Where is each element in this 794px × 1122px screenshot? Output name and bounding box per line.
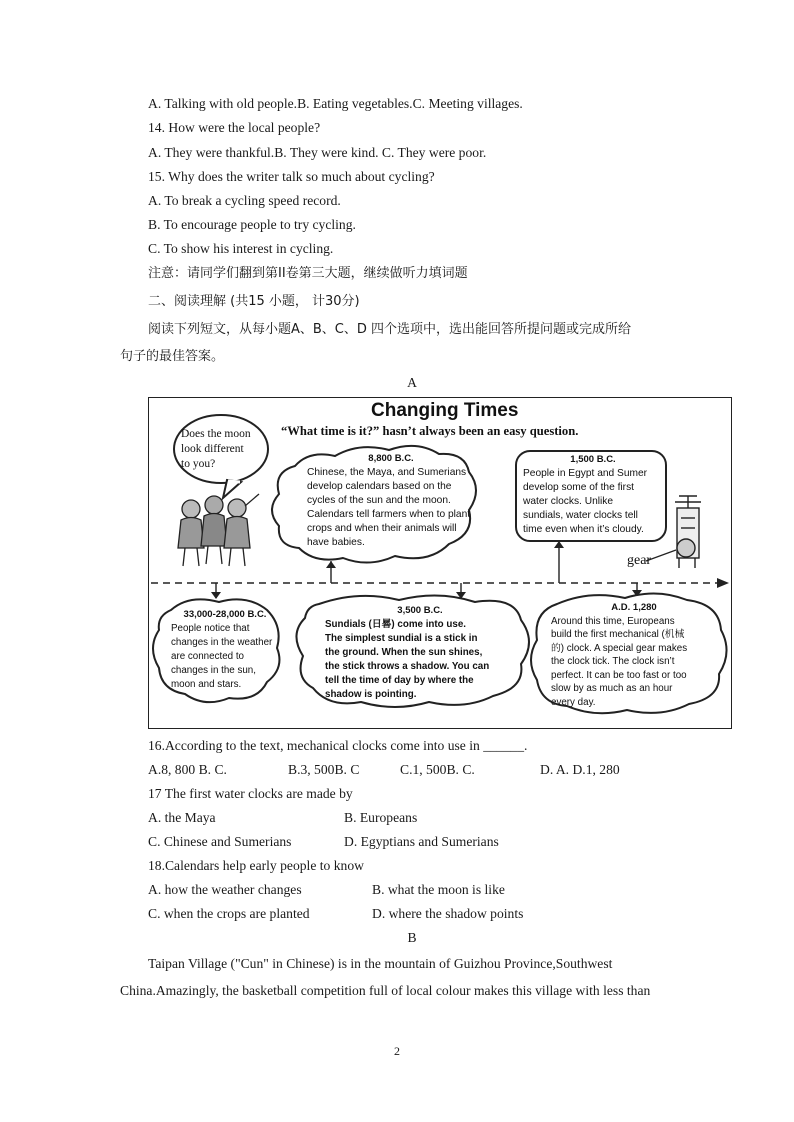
- q13-options: A. Talking with old people.B. Eating vegetables.C. Meeting villages.: [148, 96, 523, 111]
- event-line: People in Egypt and Sumer: [523, 468, 648, 479]
- event-line: develop calendars based on the: [307, 481, 452, 492]
- event-line: slow by as much as an hour: [551, 683, 673, 694]
- figure-subtitle: “What time is it?” hasn’t always been an easy question.: [281, 424, 579, 438]
- event-line: moon and stars.: [171, 679, 242, 690]
- moon-question-line-3: to you?: [181, 458, 216, 470]
- event-line: Around this time, Europeans: [551, 615, 675, 627]
- passage-a-label: A: [407, 375, 417, 390]
- listening-note: 注意：请同学们翻到第II卷第三大题，继续做听力填词题: [148, 266, 468, 281]
- q17-question: 17 The first water clocks are made by: [148, 786, 353, 801]
- event-3500bc: [325, 604, 515, 702]
- changing-times-figure: [148, 397, 732, 729]
- page-number: 2: [394, 1044, 400, 1058]
- event-line: build the first mechanical (机械: [551, 629, 685, 640]
- q18-option-a: A. how the weather changes: [148, 882, 302, 897]
- event-line: crops and when their animals will: [307, 523, 457, 534]
- event-line: Calendars tell farmers when to plant: [307, 509, 471, 520]
- event-line: perfect. It can be too fast or too: [551, 669, 687, 681]
- event-1280ad: [551, 601, 717, 709]
- moon-question-line-1: Does the moon: [181, 428, 251, 440]
- event-line: cycles of the sun and the moon.: [307, 495, 451, 506]
- event-date: 1,500 B.C.: [570, 454, 616, 465]
- event-line: time even when it’s cloudy.: [523, 524, 644, 535]
- event-line: shadow is pointing.: [325, 689, 417, 700]
- q16-option-d: D. A. D.1, 280: [540, 762, 620, 777]
- event-line: 的) clock. A special gear makes: [551, 642, 688, 654]
- passage-b-label: B: [407, 930, 417, 945]
- event-line: The simplest sundial is a stick in: [325, 633, 478, 644]
- event-line: changes in the weather: [171, 637, 273, 648]
- q15-option-c: C. To show his interest in cycling.: [148, 241, 334, 256]
- event-line: are connected to: [171, 651, 244, 662]
- connector-33000-arrow: [211, 592, 221, 599]
- instruction-line-2: 句子的最佳答案。: [120, 349, 225, 364]
- event-line: People notice that: [171, 623, 250, 634]
- event-date: A.D. 1,280: [611, 602, 657, 613]
- connector-8800-arrow: [326, 561, 336, 568]
- event-line: water clocks. Unlike: [523, 496, 614, 507]
- q17-option-a: A. the Maya: [148, 810, 216, 825]
- figure-title: Changing Times: [371, 400, 519, 421]
- q17-option-d: D. Egyptians and Sumerians: [344, 834, 499, 849]
- moon-question: [181, 427, 251, 472]
- q14-options: A. They were thankful.B. They were kind. C. They were poor.: [148, 145, 487, 160]
- event-1500bc: [523, 453, 663, 537]
- q18-question: 18.Calendars help early people to know: [148, 858, 364, 873]
- event-8800bc: [307, 452, 475, 550]
- q18-option-c: C. when the crops are planted: [148, 906, 310, 921]
- event-line: every day.: [551, 696, 596, 708]
- event-date: 3,500 B.C.: [397, 605, 443, 616]
- q16-question: 16.According to the text, mechanical clocks come into use in ______.: [148, 738, 528, 753]
- q16-option-c: C.1, 500B. C.: [400, 762, 475, 777]
- moon-question-line-2: look different: [181, 443, 244, 455]
- event-date: 8,800 B.C.: [368, 453, 414, 464]
- event-line: tell the time of day by where the: [325, 675, 474, 686]
- q15-option-a: A. To break a cycling speed record.: [148, 193, 341, 208]
- event-line: sundials, water clocks tell: [523, 510, 638, 521]
- event-line: Chinese, the Maya, and Sumerians: [307, 467, 467, 478]
- timeline-arrowhead: [717, 578, 729, 588]
- event-line: the ground. When the sun shines,: [325, 647, 483, 658]
- q15-option-b: B. To encourage people to try cycling.: [148, 217, 356, 232]
- event-line: develop some of the first: [523, 482, 634, 493]
- instruction-line-1: 阅读下列短文，从每小题A、B、C、D 四个选项中，选出能回答所提问题或完成所给: [148, 322, 632, 337]
- early-people-illustration: [178, 494, 259, 566]
- q17-option-c: C. Chinese and Sumerians: [148, 834, 292, 849]
- q18-option-d: D. where the shadow points: [372, 906, 524, 921]
- q18-option-b: B. what the moon is like: [372, 882, 505, 897]
- section-title: 二、阅读理解 (共15 小题， 计30分): [148, 294, 360, 309]
- event-date: 33,000-28,000 B.C.: [183, 609, 267, 620]
- connector-1500-arrow: [554, 541, 564, 548]
- event-line: the clock tick. The clock isn’t: [551, 656, 675, 667]
- passage-b-line-2: China.Amazingly, the basketball competition full of local colour makes this village with less than: [120, 983, 651, 998]
- q16-option-b: B.3, 500B. C: [288, 762, 360, 777]
- event-33000bc: [171, 608, 279, 692]
- q15-question: 15. Why does the writer talk so much about cycling?: [148, 169, 435, 184]
- event-line: the stick throws a shadow. You can: [325, 661, 490, 672]
- event-line: have babies.: [307, 537, 365, 548]
- gear-label: gear: [627, 553, 652, 568]
- passage-b-line-1: Taipan Village ("Cun" in Chinese) is in the mountain of Guizhou Province,Southwest: [148, 956, 613, 971]
- event-line: changes in the sun,: [171, 665, 256, 676]
- event-line: Sundials (日晷) come into use.: [325, 619, 466, 630]
- q14-question: 14. How were the local people?: [148, 120, 321, 135]
- q17-option-b: B. Europeans: [344, 810, 418, 825]
- q16-option-a: A.8, 800 B. C.: [148, 762, 227, 777]
